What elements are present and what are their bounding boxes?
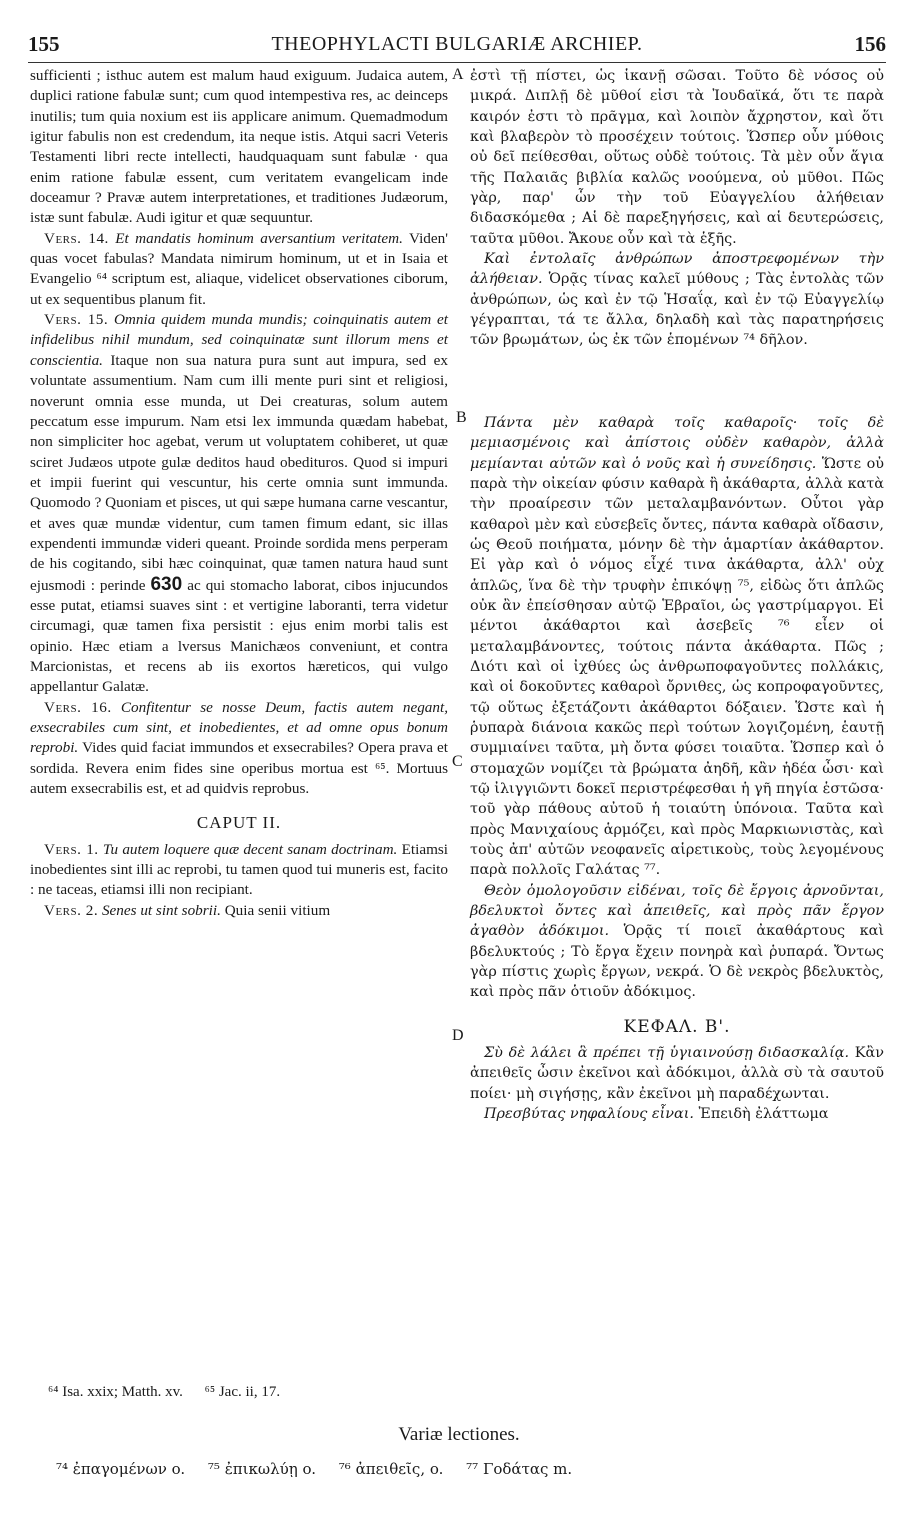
verse-commentary: Ἐπειδὴ ἐλάττωμα <box>698 1106 829 1123</box>
verse-commentary: Itaque non sua natura pura sunt aut impura, sed ex voluntate assumentium. Nam cum illi mente puri sint et religiosi, noverunt omnia esse munda, ut Dei creaturas, solum autem peccatum esse impurum. Nam etsi lex immunda quædam habebat, non simpliciter hoc agebat, verum ut voluptatem cohiberet, ut quæ sciret Judæos utpote gulæ deditos haud obedituros. Quod si impuri et impii fuerint qui vescuntur, his certe omnia sunt immunda. Quomodo ? Quoniam et pisces, ut qui sæpe humana carne vescantur, et aves quæ mundæ videntur, cum tamen fimum edant, sic illas expendenti immundæ videri queant. Proinde sordida mens perperam de his cogitando, sibi hæc coinquinat, quæ tamen natura haud sunt ejusmodi : perinde <box>30 351 448 594</box>
latin-verse-14 <box>30 229 448 310</box>
verse-lemma: Πάντα μὲν καθαρὰ τοῖς καθαροῖς· τοῖς δὲ μεμιασμένοις καὶ ἀπίστοις οὐδὲν καθαρὸν, ἀλλὰ μεμίανται αὐτῶν καὶ ὁ νοῦς καὶ ἡ συνείδησις. <box>470 414 884 472</box>
verse-lemma: Πρεσβύτας νηφαλίους εἶναι. <box>484 1106 694 1123</box>
footnotes <box>48 1384 848 1401</box>
verse-lemma: Senes ut sint sobrii. <box>101 901 221 919</box>
verse-lemma: Σὺ δὲ λάλει ἃ πρέπει τῇ ὑγιαινούσῃ διδασκαλίᾳ. <box>484 1045 850 1062</box>
greek-paragraph-intro: ἐστὶ τῇ πίστει, ὡς ἱκανῇ σῶσαι. Τοῦτο δὲ νόσος οὐ μικρά. Διπλῇ δὲ μῦθοί εἰσι τὰ Ἰουδαϊκά, ὅτι τε παρὰ καιρόν ἐστι τὸ πρᾶγμα, καὶ λοιπὸν ἄχρηστον, καὶ ὅτι καὶ βλαβερὸν τὸ προσέχειν τούτοις. Ὥσπερ οὖν μύθοις οὐ δεῖ πείθεσθαι, οὕτως οὐδὲ τούτοις. Τὰ μὲν οὖν ἅγια τῆς Παλαιᾶς βιβλία καλῶς νοούμενα, οὐ μῦθοι. Πῶς γὰρ, παρ' ὧν τὴν τοῦ Εὐαγγελίου ἀλήθειαν διδασκόμεθα ; Αἱ δὲ παρεξηγήσεις, καὶ αἱ δευτερώσεις, ταῦτα μῦθοι. Ἄκουε οὖν καὶ τὰ ἑξῆς. <box>470 68 884 247</box>
page-number-left: 155 <box>28 32 60 56</box>
margin-letter-b: B <box>456 409 467 426</box>
chapter-heading-latin: CAPUT II. <box>196 813 282 833</box>
margin-letter-d: D <box>452 1027 464 1044</box>
latin-verse-15 <box>30 310 448 698</box>
verse-lemma: Tu autem loquere quæ decent sanam doctrinam. <box>102 840 398 858</box>
verse-lemma: Et mandatis hominum aversantium veritatem. <box>115 229 403 247</box>
margin-letter-c: C <box>452 753 463 770</box>
variant-74: ⁷⁴ ἐπαγομένων o. <box>56 1460 186 1478</box>
verse-label: Vers. 1. <box>44 840 99 858</box>
verse-commentary: Vides quid faciat immundos et exsecrabiles? Opera prava et sordida. Revera enim fides sine operibus mortua est ⁶⁵. Mortuus autem exsecrabilis est, et ad quidvis reprobus. <box>30 739 448 798</box>
verse-label: Vers. 16. <box>44 698 112 716</box>
chapter-heading-greek: ΚΕΦΑΛ. Β'. <box>623 1016 731 1037</box>
greek-ch2-verse-1 <box>470 1043 884 1104</box>
margin-letter-a: A <box>452 66 464 83</box>
verse-lemma: Confitentur se nosse Deum, factis autem negant, exsecrabiles cum sint, et inobedientes, et ad omne opus bonum reprobi. <box>30 698 449 757</box>
edition-page-marker: 630 <box>150 573 183 595</box>
footnote-64: ⁶⁴ Isa. xxix; Matth. xv. <box>48 1384 183 1400</box>
verse-label: Vers. 14. <box>44 229 109 247</box>
greek-column <box>470 66 884 1125</box>
verse-lemma: Omnia quidem munda mundis; coinquinatis autem et infidelibus nihil mundum, sed coinquinatæ sunt illorum mens et conscientia. <box>30 311 448 369</box>
greek-verse-14 <box>470 249 884 351</box>
verse-commentary: Etiamsi inobedientes sint illi ac reprobi, tu tamen quod tui muneris est, facito : ne taceas, etiamsi illi non recipiant. <box>30 840 449 899</box>
verse-label: Vers. 2. <box>44 901 99 919</box>
verse-commentary-cont: ac qui stomacho laborat, cibos injucundos esse putat, etiamsi suaves sint : et vertigine laboranti, terra videtur circumagi, quæ tamen fixa persistit : ejus enim morbi talis est opinio. Hæc etiam a lversus Manichæos conveniunt, et contra Marcionistas, et recens ab iis exortos hæreticos, qui vulgo appellantur Galatæ. <box>30 576 449 696</box>
verse-commentary: Viden' quas vocet fabulas? Mandata nimirum hominum, ut et in Isaia et Evangelio ⁶⁴ scriptum est, aliaque, videlicet observationes ciborum, ut ex sequentibus planum fit. <box>30 229 448 308</box>
running-header <box>28 28 886 63</box>
verse-commentary: Κἂν ἀπειθεῖς ὦσιν ἐκεῖνοι καὶ ἀδόκιμοι, ἀλλὰ σὺ τὰ σαυτοῦ ποίει· μὴ σιγήσῃς, κἂν ἐκεῖνοι μὴ παραδέχωνται. <box>470 1045 884 1102</box>
variant-76: ⁷⁶ ἀπειθεῖς, o. <box>338 1460 444 1478</box>
greek-ch2-verse-2 <box>470 1104 884 1124</box>
latin-column <box>30 66 448 921</box>
greek-verse-16 <box>470 881 884 1003</box>
variant-75: ⁷⁵ ἐπικωλύῃ o. <box>207 1460 317 1478</box>
verse-lemma: Καὶ ἐντολαῖς ἀνθρώπων ἀποστρεφομένων τὴν ἀλήθειαν. <box>470 251 884 288</box>
verse-commentary: Ὥστε οὐ παρὰ τὴν οἰκείαν φύσιν καθαρὰ ἢ ἀκάθαρτα, ἀλλὰ κατὰ τὴν προαίρεσιν τῶν μεταλαμβανόντων. Οὗτοι γὰρ καθαροὶ μὲν καὶ εὐσεβεῖς ὄντες, πάντα καθαρὰ οἴδασιν, ὡς Θεοῦ ποιήματα, μόνην δὲ τὴν ἁμαρτίαν ἀκάθαρτον. Εἰ γὰρ καὶ ὁ νόμος εἶχέ τινα ἀκάθαρτα, ἀλλ' οὐχ ἁπλῶς, ἵνα δὲ τὴν τρυφὴν ἐπικόψῃ ⁷⁵, εἰδὼς ὅτι ἁπλῶς οὐκ ἂν ἐπείσθησαν αὐτῷ Ἑβραῖοι, ὡς γαστρίμαργοι. Εἰ μέντοι ἀκάθαρτοι καὶ ἀσεβεῖς ⁷⁶ εἶεν οἱ μεταλαμβάνοντες, τούτοις πάντα ἀκάθαρτα. Πῶς ; Διότι καὶ οἱ ἰχθύες ὡς ἀνθρωποφαγοῦντες πολλάκις, καὶ οἱ δοκοῦντες καθαροὶ ὄρνιθες, ὡς κοπροφαγοῦντες, τῷ οὕτως ἐξετάζοντι ἀκάθαρτοι δόξαιεν. Ὥστε καὶ ἡ ῥυπαρὰ διάνοια κακῶς περὶ τούτων λογιζομένη, ἑαυτῇ συμμιαίνει ταῦτα, μὴ ὄντα φύσει τοιαῦτα. Ὥσπερ καὶ ὁ στομαχῶν νομίζει τὰ βρώματα ἀηδῆ, κἂν ἡδέα ὦσι· καὶ τῷ ἰλιγγιῶντι δοκεῖ περιστρέφεσθαι ἡ γῆ πηγία ἑστῶσα· τοῦ γὰρ πάθους αὐτοῦ ἡ τοιαύτη ὑπόνοια. Ταῦτα καὶ πρὸς Μανιχαίους ἁρμόζει, καὶ πρὸς Μαρκιωνιστὰς, καὶ τοὺς ἀπ' αὐτῶν νεοφανεῖς αἱρετικοὺς, τοὺς λεγομένους παρὰ πολλοῖς Γαλάτας ⁷⁷. <box>470 455 884 879</box>
variae-lectiones <box>56 1460 856 1478</box>
verse-commentary: Ὁρᾷς τίνας καλεῖ μύθους ; Τὰς ἐντολὰς τῶν ἀνθρώπων, ὡς καὶ ἐν τῷ Ἡσαΐᾳ, καὶ ἐν τῷ Εὐαγγελίῳ γέγραπται, τά τε ἄλλα, δηλαδὴ καὶ τὰς παρατηρήσεις τῶν βρωμάτων, ὡς ἐκ τῶν ἑπομένων ⁷⁴ δῆλον. <box>470 271 884 349</box>
page-number-right: 156 <box>854 32 886 56</box>
variant-77: ⁷⁷ Γοδάτας m. <box>466 1460 573 1478</box>
latin-verse-16 <box>30 698 448 800</box>
greek-verse-15 <box>470 413 884 881</box>
latin-paragraph-intro: sufficienti ; isthuc autem est malum haud exiguum. Judaica autem, duplici ratione fabulæ sunt; cum quod intempestiva res, ac deinceps inutilis; tum quia noxium est iis applicare animum. Quemadmodum igitur fabulis non est credendum, ita neque istis. Atqui sacri Veteris Testamenti libri recte intellecti, haudquaquam sunt fabulæ · qua enim ratione fabulæ essent, cum veritatem evangelicam inde doceamur ? Pravæ autem interpretationes, et traditiones Judæorum, istæ sunt fabulæ. Audi igitur et quæ sequuntur. <box>30 67 448 227</box>
verse-commentary: Ὁρᾷς τί ποιεῖ ἀκαθάρτους καὶ βδελυκτούς ; Τὸ ἔργα ἔχειν πονηρὰ καὶ ῥυπαρά. Ὄντως γὰρ πίστις χωρὶς ἔργων, νεκρά. Ὁ δὲ νεκρὸς βδελυκτὸς, καὶ πρὸς πᾶν ὁτιοῦν ἀδόκιμος. <box>470 923 885 1001</box>
running-title: THEOPHYLACTI BULGARIÆ ARCHIEP. <box>271 33 643 55</box>
verse-lemma: Θεὸν ὁμολογοῦσιν εἰδέναι, τοῖς δὲ ἔργοις ἀρνοῦνται, βδελυκτοὶ ὄντες καὶ ἀπειθεῖς, καὶ πρὸς πᾶν ἔργον ἀγαθὸν ἀδόκιμοι. <box>470 882 884 940</box>
footnote-65: ⁶⁵ Jac. ii, 17. <box>204 1384 281 1400</box>
latin-ch2-verse-2 <box>30 901 448 921</box>
variae-lectiones-title: Variæ lectiones. <box>398 1424 520 1445</box>
latin-ch2-verse-1 <box>30 840 448 901</box>
verse-commentary: Quia senii vitium <box>224 901 331 919</box>
verse-label: Vers. 15. <box>44 311 109 329</box>
